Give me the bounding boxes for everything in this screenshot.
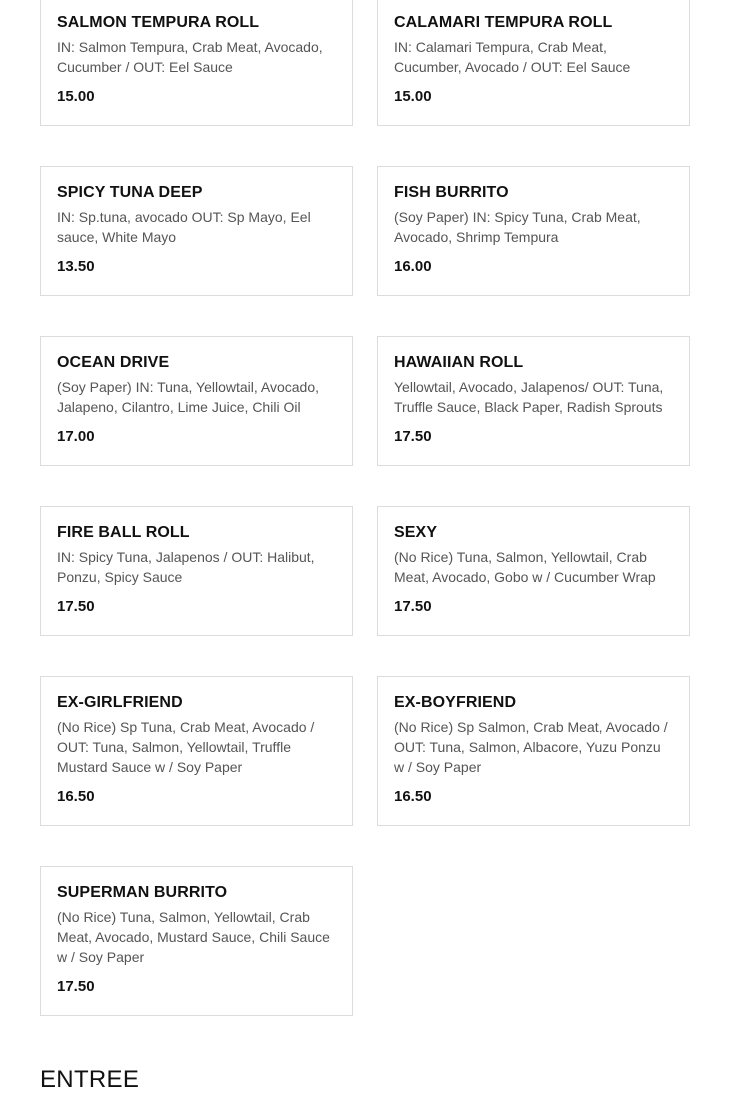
menu-item-price: 17.50 (57, 978, 95, 995)
menu-item-price: 16.00 (394, 258, 432, 275)
menu-item-name: SPICY TUNA DEEP (57, 184, 203, 201)
menu-grid (40, 0, 690, 1016)
menu-item-price: 17.00 (57, 428, 95, 445)
menu-item-description: IN: Calamari Tempura, Crab Meat, Cucumber, Avocado / OUT: Eel Sauce (394, 39, 631, 75)
menu-item-price: 17.50 (394, 428, 432, 445)
menu-item-price: 17.50 (394, 598, 432, 615)
menu-item-card[interactable] (40, 336, 353, 466)
menu-item-description: IN: Spicy Tuna, Jalapenos / OUT: Halibut, Ponzu, Spicy Sauce (57, 549, 315, 585)
menu-item-price: 13.50 (57, 258, 95, 275)
menu-item-name: EX-GIRLFRIEND (57, 694, 183, 711)
menu-item-description: IN: Salmon Tempura, Crab Meat, Avocado, Cucumber / OUT: Eel Sauce (57, 39, 323, 75)
menu-item-name: OCEAN DRIVE (57, 354, 170, 371)
section-title-entree: ENTREE (40, 1066, 140, 1093)
menu-item-description: (Soy Paper) IN: Tuna, Yellowtail, Avocado, Jalapeno, Cilantro, Lime Juice, Chili Oil (57, 379, 320, 415)
menu-item-name: CALAMARI TEMPURA ROLL (394, 14, 613, 31)
menu-item-name: FISH BURRITO (394, 184, 509, 201)
menu-item-name: SUPERMAN BURRITO (57, 884, 228, 901)
menu-item-card[interactable] (377, 336, 690, 466)
menu-item-name: FIRE BALL ROLL (57, 524, 190, 541)
menu-item-name: SEXY (394, 524, 438, 541)
menu-item-price: 16.50 (57, 788, 95, 805)
menu-item-card[interactable] (377, 0, 690, 126)
menu-item-description: (No Rice) Sp Tuna, Crab Meat, Avocado / OUT: Tuna, Salmon, Yellowtail, Truffle Mustard Sauce w / Soy Paper (57, 719, 315, 775)
menu-item-name: SALMON TEMPURA ROLL (57, 14, 260, 31)
menu-item-card[interactable] (377, 676, 690, 826)
menu-item-price: 16.50 (394, 788, 432, 805)
menu-item-name: HAWAIIAN ROLL (394, 354, 524, 371)
menu-item-description: (No Rice) Tuna, Salmon, Yellowtail, Crab Meat, Avocado, Gobo w / Cucumber Wrap (394, 549, 656, 585)
menu-item-price: 17.50 (57, 598, 95, 615)
menu-item-card[interactable] (377, 166, 690, 296)
menu-item-description: Yellowtail, Avocado, Jalapenos/ OUT: Tuna, Truffle Sauce, Black Paper, Radish Sprouts (394, 379, 664, 415)
menu-item-price: 15.00 (57, 88, 95, 105)
menu-item-card[interactable] (40, 676, 353, 826)
menu-item-card[interactable] (40, 506, 353, 636)
menu-item-description: (No Rice) Sp Salmon, Crab Meat, Avocado / OUT: Tuna, Salmon, Albacore, Yuzu Ponzu w / Soy Paper (394, 719, 668, 775)
menu-item-price: 15.00 (394, 88, 432, 105)
menu-item-description: (Soy Paper) IN: Spicy Tuna, Crab Meat, Avocado, Shrimp Tempura (394, 209, 641, 245)
menu-item-card[interactable] (40, 0, 353, 126)
menu-item-description: IN: Sp.tuna, avocado OUT: Sp Mayo, Eel sauce, White Mayo (57, 209, 311, 245)
menu-item-card[interactable] (40, 166, 353, 296)
menu-item-name: EX-BOYFRIEND (394, 694, 517, 711)
menu-item-card[interactable] (40, 866, 353, 1016)
menu-item-description: (No Rice) Tuna, Salmon, Yellowtail, Crab Meat, Avocado, Mustard Sauce, Chili Sauce w / Soy Paper (57, 909, 330, 965)
menu-item-card[interactable] (377, 506, 690, 636)
